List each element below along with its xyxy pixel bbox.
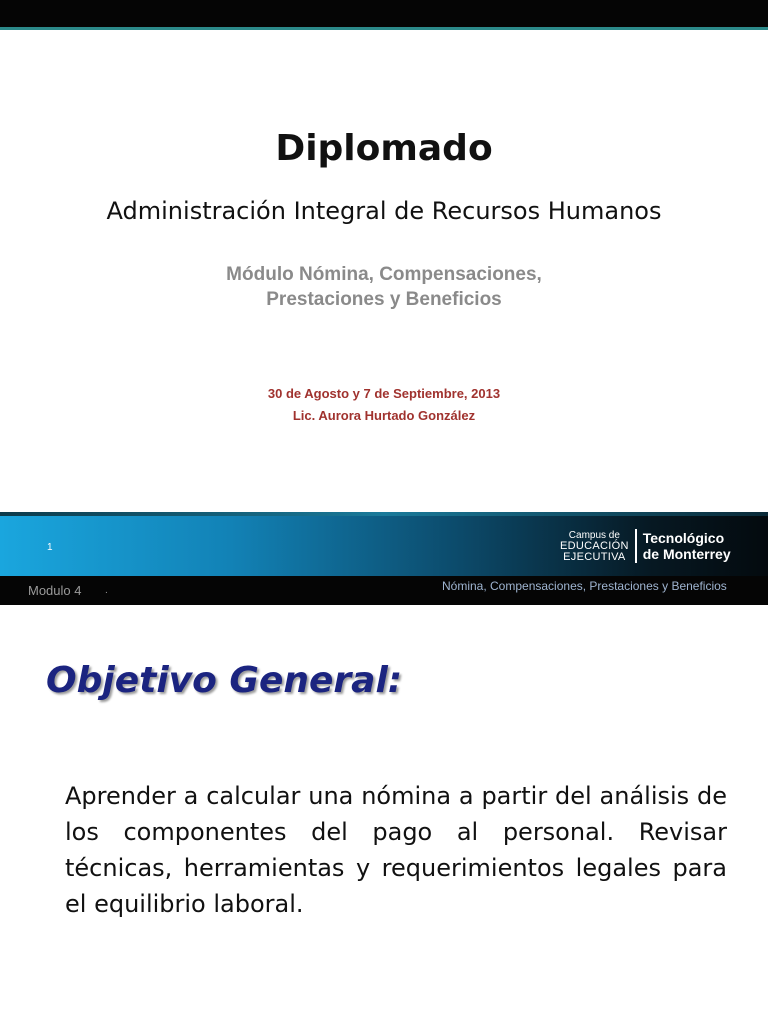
- objective-body: Aprender a calcular una nómina a partir del análisis de los componentes del pago al personal. Revisar técnicas, herramientas y requerimientos legales para el equilibrio laboral.: [65, 782, 727, 918]
- module-line-2: Prestaciones y Beneficios: [266, 289, 502, 310]
- slide-number: 1: [47, 542, 53, 553]
- dates-text: 30 de Agosto y 7 de Septiembre, 2013: [267, 386, 501, 401]
- logo-tec-text: [643, 530, 731, 562]
- slide-subtitle: Administración Integral de Recursos Humanos: [106, 197, 662, 225]
- instructor-text: Lic. Aurora Hurtado González: [292, 408, 476, 423]
- logo-campus-text: [560, 530, 635, 563]
- top-accent-line: [0, 27, 768, 30]
- logo-campus-line-1: Campus de: [568, 529, 620, 541]
- tec-logo: [560, 527, 731, 565]
- logo-campus-line-3: EJECUTIVA: [563, 550, 626, 563]
- logo-tec-line-1: Tecnológico: [642, 530, 725, 546]
- footer-module-title: Nómina, Compensaciones, Prestaciones y Beneficios: [442, 579, 727, 593]
- logo-separator: [635, 529, 637, 563]
- footer-dot: .: [105, 585, 108, 596]
- footer-module: Modulo 4: [28, 583, 82, 598]
- logo-campus-line-2: EDUCACIÓN: [560, 539, 629, 552]
- date-block: [0, 383, 768, 427]
- top-bar: [0, 0, 768, 27]
- module-line-1: Módulo Nómina, Compensaciones,: [226, 264, 542, 285]
- module-name: [0, 262, 768, 312]
- logo-tec-line-2: de Monterrey: [642, 546, 731, 562]
- slide-title: Diplomado: [275, 128, 493, 169]
- objective-title: Objetivo General:: [46, 660, 403, 701]
